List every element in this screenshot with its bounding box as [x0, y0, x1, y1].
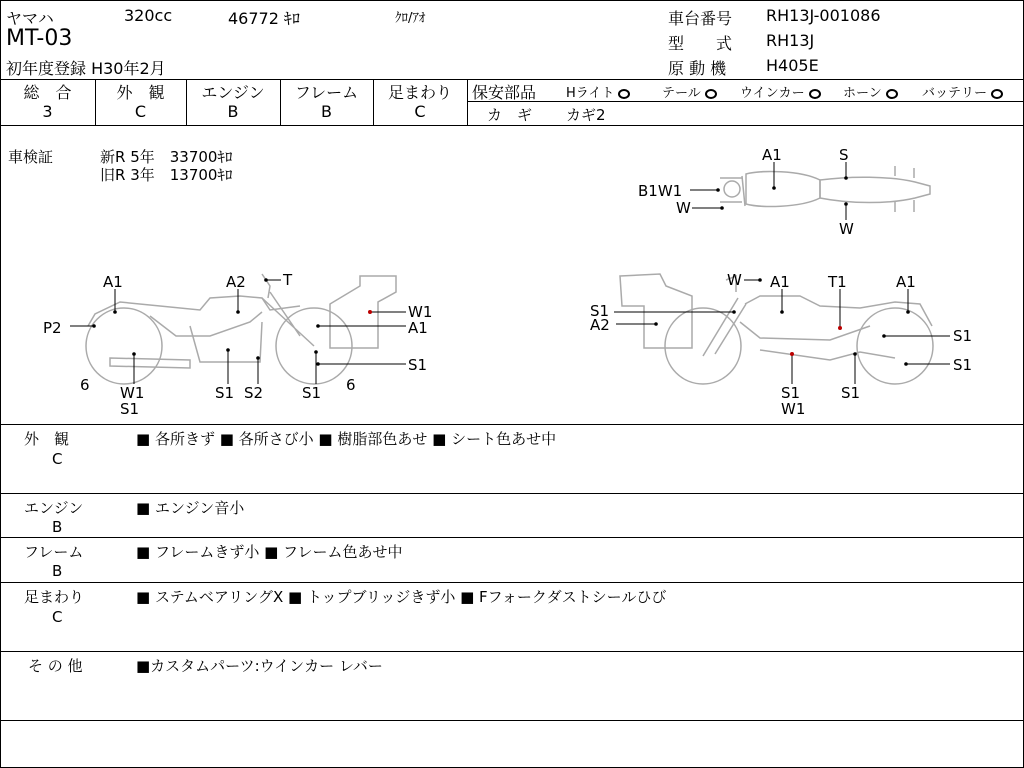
- diagram-label: S1: [302, 384, 322, 402]
- diagram-label: A2: [226, 273, 246, 291]
- diagram-label: A1: [896, 273, 916, 291]
- remark-text-other: ■カスタムパーツ:ウインカー レバー: [136, 657, 383, 675]
- type-value: RH13J: [766, 31, 815, 50]
- suspension-grade-label: 足まわり: [387, 83, 452, 102]
- diagram-label: 6: [80, 376, 90, 394]
- remark-label-suspension: 足まわり: [24, 588, 85, 606]
- model-name: MT-03: [6, 26, 73, 51]
- diagram-label: S1: [120, 400, 140, 418]
- diagram-label: S1: [408, 356, 428, 374]
- frame-no-label: 車台番号: [668, 9, 733, 28]
- damage-diagram: [0, 126, 1024, 424]
- diagram-label: A1: [762, 146, 782, 164]
- safety-label: 保安部品: [472, 83, 537, 102]
- remark-label-engine: エンジン: [24, 499, 84, 517]
- total-grade-label: 総 合: [23, 83, 72, 102]
- diagram-label: T: [283, 271, 293, 289]
- diagram-label: W: [839, 220, 854, 238]
- remark-grade-frame: B: [52, 562, 63, 580]
- remark-text-suspension: ■ ステムベアリングX ■ トップブリッジきず小 ■ Fフォークダストシールひび: [136, 588, 667, 606]
- exterior-grade: C: [134, 102, 147, 121]
- suspension-grade: C: [414, 102, 426, 121]
- diagram-label: T1: [828, 273, 847, 291]
- color: ｸﾛ/ｱｵ: [395, 11, 426, 26]
- key-label: カ ギ: [487, 106, 533, 124]
- diagram-label: A1: [408, 319, 428, 337]
- remark-text-engine: ■ エンジン音小: [136, 499, 245, 517]
- diagram-label: S2: [244, 384, 264, 402]
- diagram-label: S1: [215, 384, 235, 402]
- exterior-grade-label: 外 観: [116, 83, 165, 102]
- diagram-label: W1: [408, 303, 433, 321]
- remark-grade-exterior: C: [52, 450, 63, 468]
- safety-winker: ウインカー: [740, 82, 821, 101]
- remark-label-other: そ の 他: [28, 657, 83, 675]
- frame-grade-label: フレーム: [294, 83, 359, 102]
- diagram-label: S1: [590, 302, 610, 320]
- remark-label-frame: フレーム: [24, 543, 84, 561]
- diagram-label: W: [727, 271, 742, 289]
- diagram-label: W1: [781, 400, 806, 418]
- mileage: 46772 ｷﾛ: [228, 9, 300, 28]
- key-value: カギ2: [566, 106, 606, 124]
- engine-grade-label: エンジン: [201, 83, 265, 102]
- ok-circle-icon: [705, 89, 717, 99]
- diagram-label: S1: [841, 384, 861, 402]
- ok-circle-icon: [809, 89, 821, 99]
- right-view-labels: [590, 271, 972, 418]
- ok-circle-icon: [618, 89, 630, 99]
- remark-text-frame: ■ フレームきず小 ■ フレーム色あせ中: [136, 543, 403, 561]
- diagram-label: 6: [346, 376, 356, 394]
- diagram-label: P2: [43, 319, 62, 337]
- first-registration: 初年度登録 H30年2月: [6, 59, 166, 78]
- frame-no: RH13J-001086: [766, 6, 881, 25]
- displacement: 320cc: [124, 6, 173, 25]
- inspection-line-2: 旧R 3年 13700ｷﾛ: [100, 166, 233, 184]
- diagram-label: A1: [103, 273, 123, 291]
- maker: ヤマハ: [6, 9, 54, 28]
- total-grade: 3: [42, 102, 53, 121]
- engine-grade: B: [227, 102, 239, 121]
- diagram-label: S: [839, 146, 849, 164]
- remark-grade-suspension: C: [52, 608, 63, 626]
- engine-label: 原 動 機: [668, 59, 727, 78]
- safety-tail: テール: [662, 82, 717, 101]
- diagram-label: A2: [590, 316, 610, 334]
- inspection-label: 車検証: [8, 148, 54, 166]
- remark-grade-engine: B: [52, 518, 63, 536]
- remark-label-exterior: 外 観: [24, 430, 70, 448]
- left-view-labels: [43, 271, 432, 418]
- diagram-label: W1: [120, 384, 145, 402]
- frame-grade: B: [321, 102, 332, 121]
- ok-circle-icon: [991, 89, 1003, 99]
- remark-text-exterior: ■ 各所きず ■ 各所さび小 ■ 樹脂部色あせ ■ シート色あせ中: [136, 430, 557, 448]
- diagram-label: B1W1: [638, 182, 683, 200]
- safety-headlight: Hライト: [566, 82, 630, 101]
- diagram-label: S1: [953, 356, 973, 374]
- safety-battery: バッテリー: [922, 82, 1003, 101]
- type-label: 型 式: [668, 34, 733, 53]
- engine-value: H405E: [766, 56, 819, 75]
- safety-horn: ホーン: [843, 82, 898, 101]
- diagram-label: W: [676, 199, 691, 217]
- inspection-line-1: 新R 5年 33700ｷﾛ: [100, 148, 233, 166]
- bike-top-view: [720, 166, 930, 212]
- diagram-label: S1: [953, 327, 973, 345]
- diagram-label: S1: [781, 384, 801, 402]
- ok-circle-icon: [886, 89, 898, 99]
- diagram-label: A1: [770, 273, 790, 291]
